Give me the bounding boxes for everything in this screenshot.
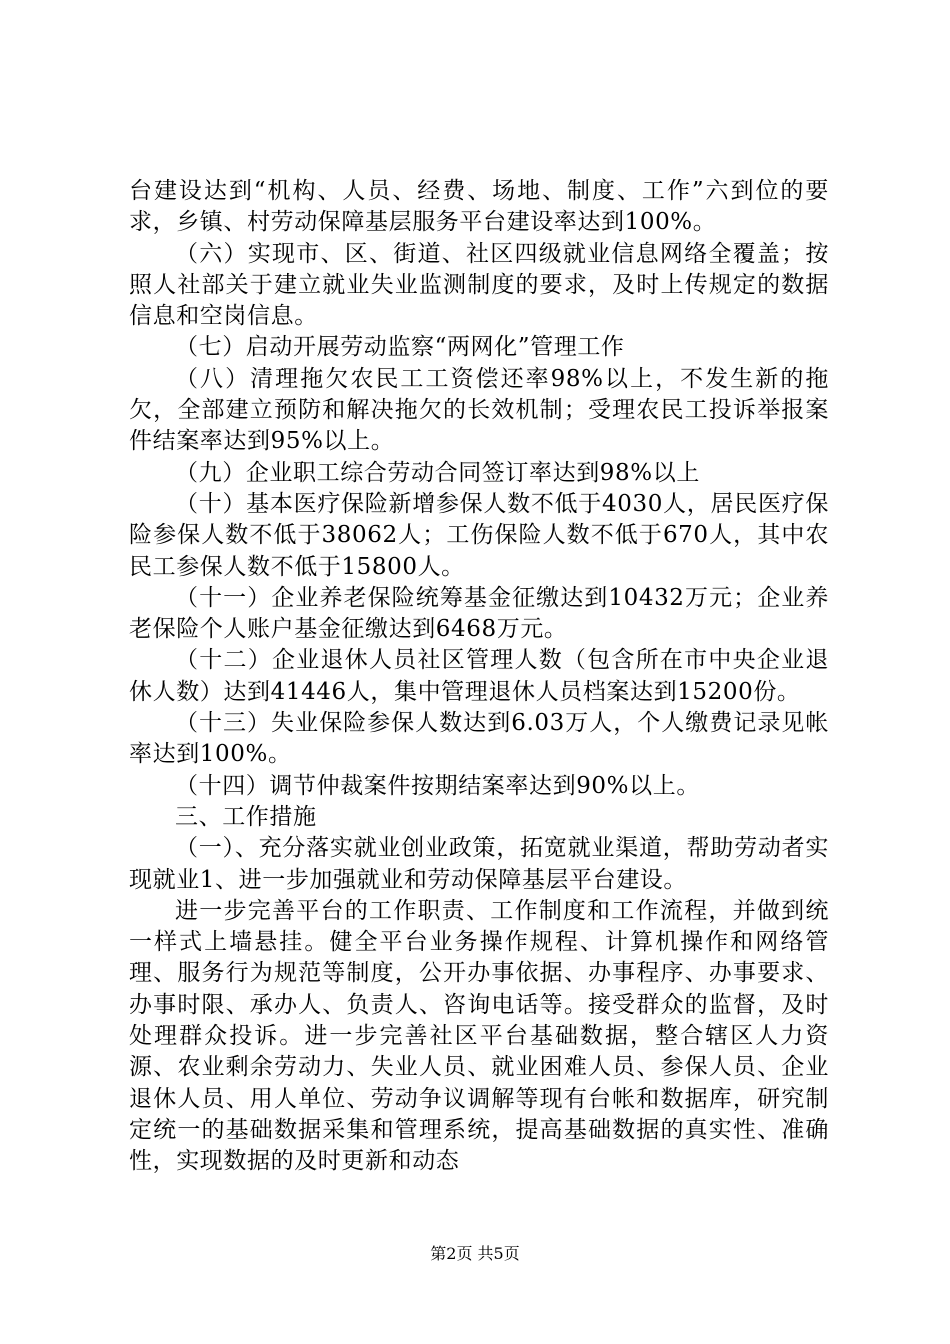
paragraph-platform-improvement: 进一步完善平台的工作职责、工作制度和工作流程，并做到统一样式上墙悬挂。健全平台业务操作规程、计算机操作和网络管理、服务行为规范等制度，公开办事依据、办事程序、办事要求、办事时限、承办人、负责人、咨询电话等。接受群众的监督，及时处理群众投诉。进一步完善社区平台基础数据，整合辖区人力资源、农业剩余劳动力、失业人员、就业困难人员、参保人员、企业退休人员、用人单位、劳动争议调解等现有台帐和数据库，研究制定统一的基础数据采集和管理系统，提高基础数据的真实性、准确性，实现数据的及时更新和动态 — [129, 897, 829, 1175]
paragraph-item-6: （六）实现市、区、街道、社区四级就业信息网络全覆盖；按照人社部关于建立就业失业监测制度的要求，及时上传规定的数据信息和空岗信息。 — [129, 240, 829, 330]
paragraph-item-13: （十三）失业保险参保人数达到6.03万人，个人缴费记录见帐率达到100%。 — [129, 710, 829, 768]
page-number-footer: 第2页 共5页 — [430, 1244, 520, 1263]
paragraph-item-7: （七）启动开展劳动监察“两网化”管理工作 — [175, 334, 625, 361]
paragraph-measure-1: （一）、充分落实就业创业政策，拓宽就业渠道，帮助劳动者实现就业1、进一步加强就业和劳动保障基层平台建设。 — [129, 835, 829, 893]
section-heading-work-measures: 三、工作措施 — [175, 803, 317, 830]
paragraph-item-9: （九）企业职工综合劳动合同签订率达到98%以上 — [175, 459, 700, 486]
paragraph-item-10: （十）基本医疗保险新增参保人数不低于4030人，居民医疗保险参保人数不低于38062人；工伤保险人数不低于670人，其中农民工参保人数不低于15800人。 — [129, 490, 829, 580]
paragraph-item-8: （八）清理拖欠农民工工资偿还率98%以上，不发生新的拖欠，全部建立预防和解决拖欠的长效机制；受理农民工投诉举报案件结案率达到95%以上。 — [129, 365, 829, 455]
paragraph-item-14: （十四）调节仲裁案件按期结案率达到90%以上。 — [175, 772, 700, 799]
document-body — [129, 176, 829, 1178]
paragraph-item-11: （十一）企业养老保险统筹基金征缴达到10432万元；企业养老保险个人账户基金征缴达到6468万元。 — [129, 584, 829, 643]
paragraph-item-12: （十二）企业退休人员社区管理人数（包含所在市中央企业退休人数）达到41446人，集中管理退休人员档案达到15200份。 — [129, 647, 829, 705]
paragraph-platform-requirements: 台建设达到“机构、人员、经费、场地、制度、工作”六到位的要求，乡镇、村劳动保障基层服务平台建设率达到100%。 — [129, 178, 829, 236]
